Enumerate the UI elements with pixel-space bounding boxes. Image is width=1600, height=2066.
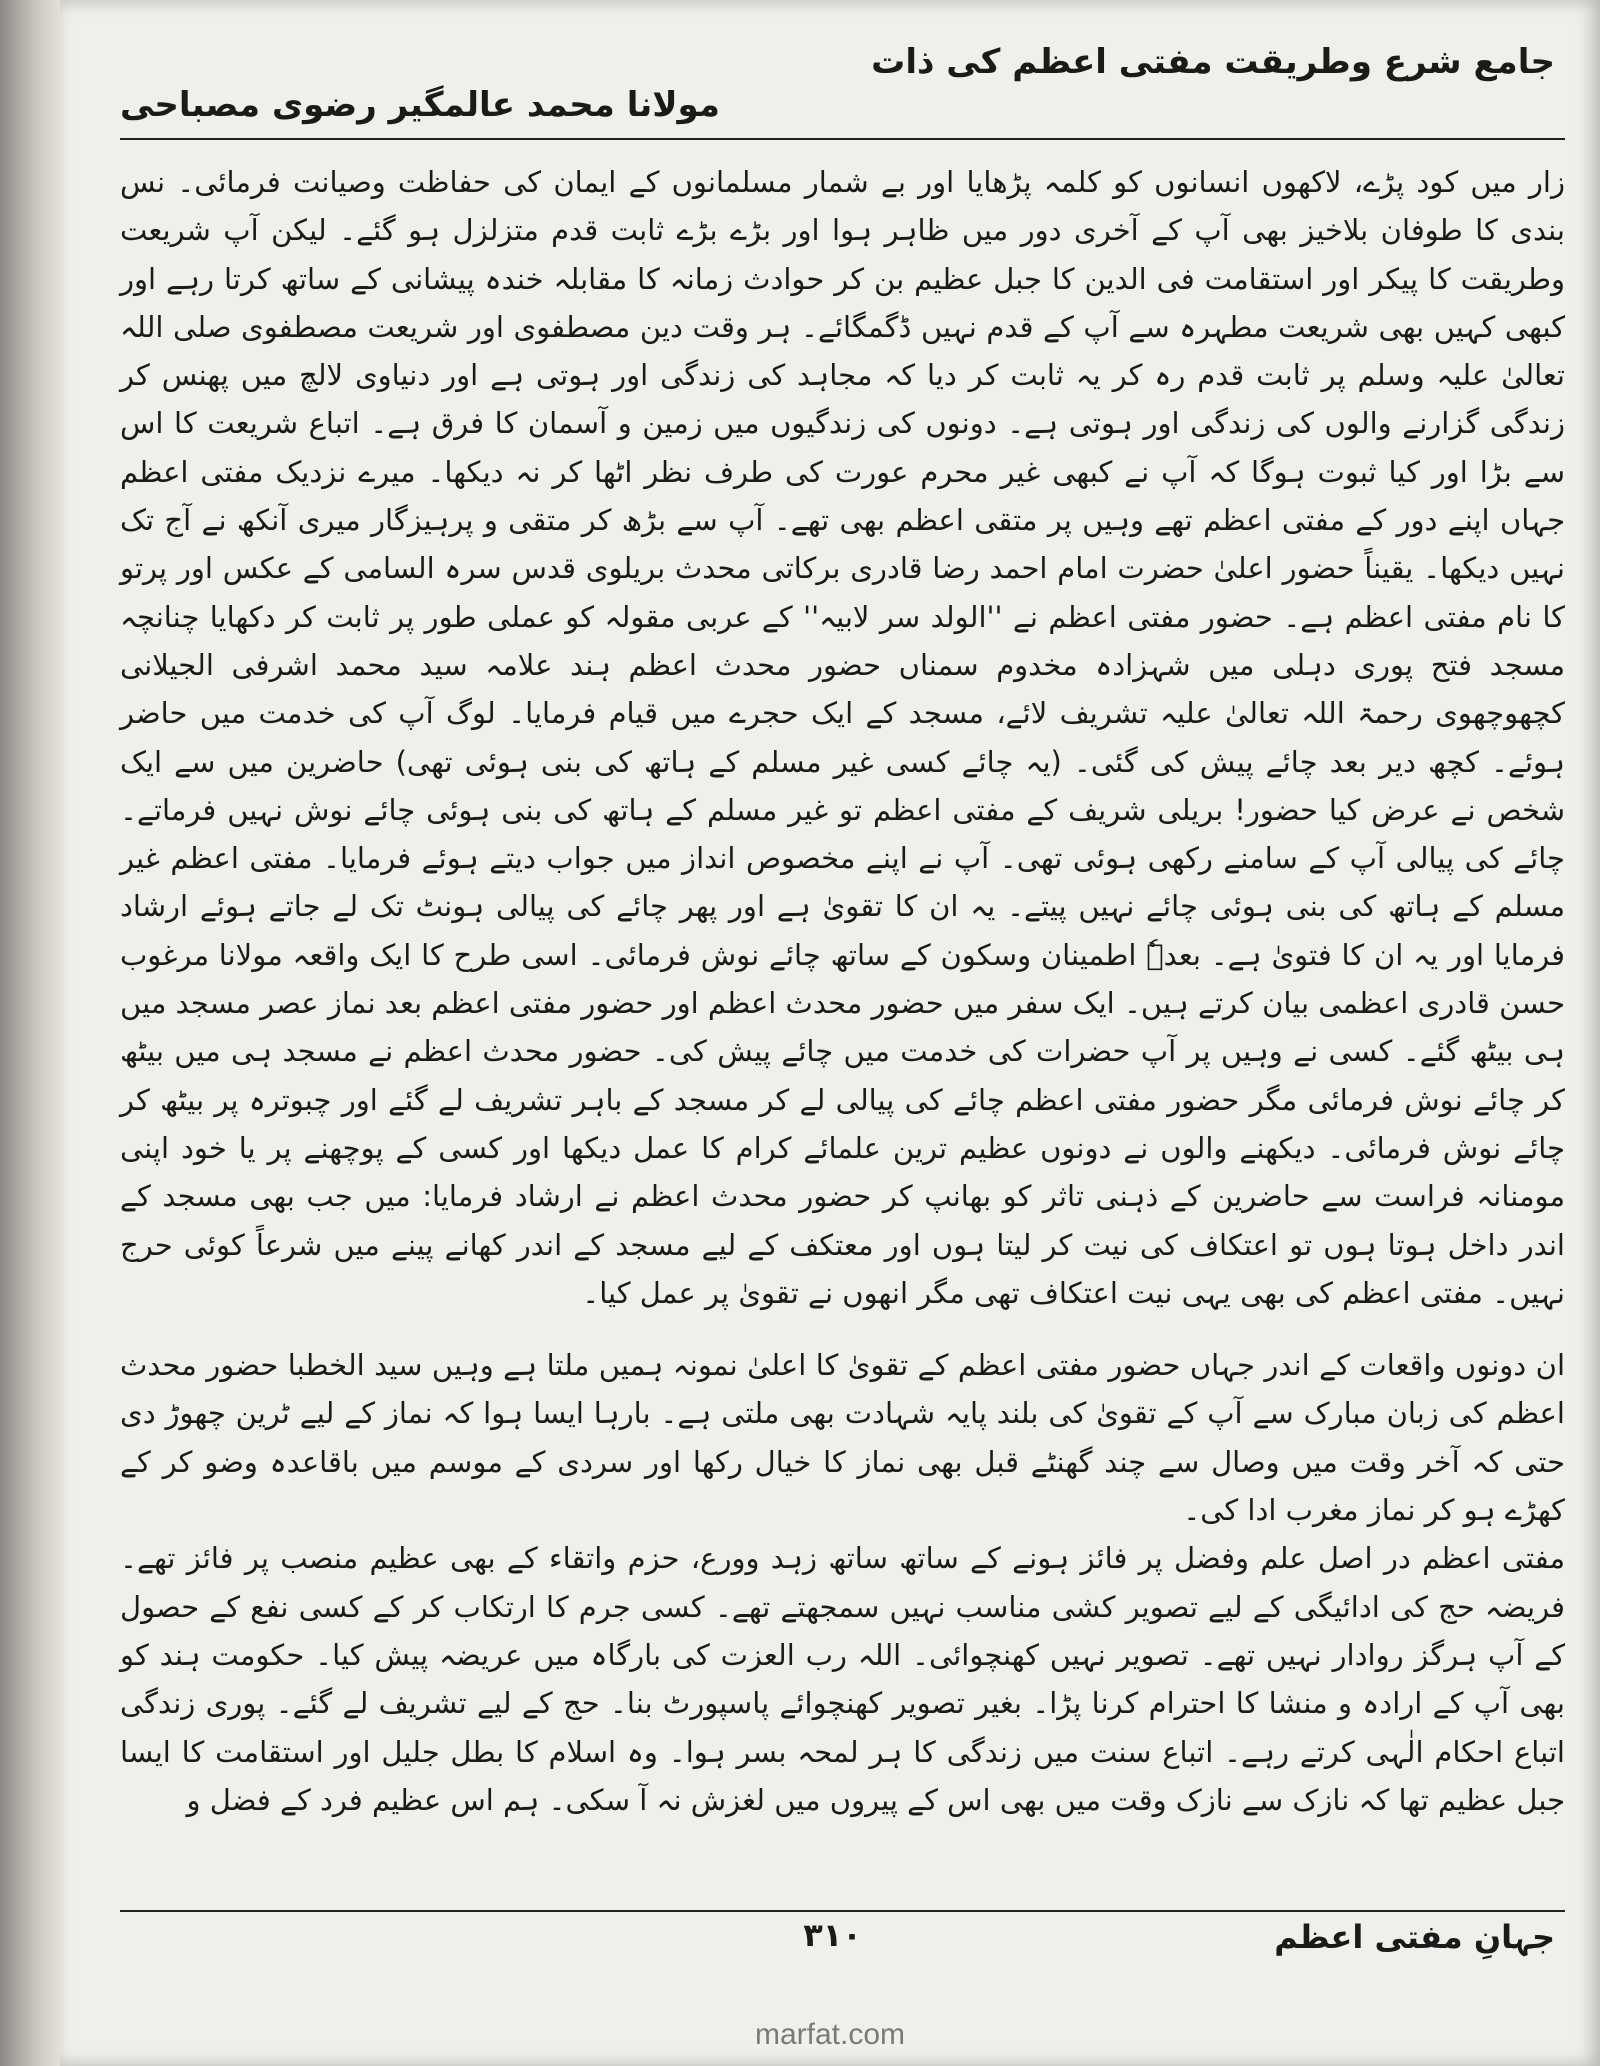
running-header-author: مولانا محمد عالمگیر رضوی مصباحی	[120, 85, 720, 125]
paragraph-2: ان دونوں واقعات کے اندر جہاں حضور مفتی اعظم کے تقویٰ کا اعلیٰ نمونہ ہمیں ملتا ہے وہیں سید الخطبا حضور محدث اعظم کی زبان مبارک سے آپ کے تقویٰ کی بلند پایہ شہادت بھی ملتی ہے۔ بارہا ایسا ہوا کہ نماز کے لیے ٹرین چھوڑ دی حتی کہ آخر وقت میں وصال سے چند گھنٹے قبل بھی نماز کا خیال رکھا اور سردی کے موسم میں باقاعدہ وضو کر کے کھڑے ہو کر نماز مغرب ادا کی۔	[120, 1348, 1565, 1528]
paragraph-1: زار میں کود پڑے، لاکھوں انسانوں کو کلمہ پڑھایا اور بے شمار مسلمانوں کے ایمان کی حفاظت وصیانت فرمائی۔ نس بندی کا طوفان بلاخیز بھی آپ کے آخری دور میں ظاہر ہوا اور بڑے بڑے ثابت قدم متزلزل ہو گئے۔ لیکن آپ شریعت وطریقت کا پیکر اور استقامت فی الدین کا جبل عظیم بن کر حوادث زمانہ کا مقابلہ خندہ پیشانی کے ساتھ کرتا رہے اور کبھی کہیں بھی شریعت مطہرہ سے آپ کے قدم نہیں ڈگمگائے۔ ہر وقت دین مصطفوی اور شریعت مصطفوی صلی اللہ تعالیٰ علیہ وسلم پر ثابت قدم رہ کر یہ ثابت کر دیا کہ مجاہد کی زندگی اور ہوتی ہے اور دنیاوی لالچ میں پھنس کر زندگی گزارنے والوں کی زندگی اور ہوتی ہے۔ دونوں کی زندگیوں میں زمین و آسمان کا فرق ہے۔ اتباع شریعت کا اس سے بڑا اور کیا ثبوت ہوگا کہ آپ نے کبھی غیر محرم عورت کی طرف نظر اٹھا کر نہ دیکھا۔ میرے نزدیک مفتی اعظم جہاں اپنے دور کے مفتی اعظم تھے وہیں پر متقی اعظم بھی تھے۔ آپ سے بڑھ کر متقی و پرہیزگار میری آنکھ نے آج تک نہیں دیکھا۔ یقیناً حضور اعلیٰ حضرت امام احمد رضا قادری برکاتی محدث بریلوی قدس سرہ السامی کے عکس اور پرتو کا نام مفتی اعظم ہے۔ حضور مفتی اعظم نے ''الولد سر لابیہ'' کے عربی مقولہ کو عملی طور پر ثابت کر دکھایا چنانچہ مسجد فتح پوری دہلی میں شہزادہ مخدوم سمناں حضور محدث اعظم ہند علامہ سید محمد اشرفی الجیلانی کچھوچھوی رحمۃ اللہ تعالیٰ علیہ تشریف لائے، مسجد کے ایک حجرے میں قیام فرمایا۔ لوگ آپ کی خدمت میں حاضر ہوئے۔ کچھ دیر بعد چائے پیش کی گئی۔ (یہ چائے کسی غیر مسلم کے ہاتھ کی بنی ہوئی تھی) حاضرین میں سے ایک شخص نے عرض کیا حضور! بریلی شریف کے مفتی اعظم تو غیر مسلم کے ہاتھ کی بنی ہوئی چائے نوش نہیں فرماتے۔ چائے کی پیالی آپ کے سامنے رکھی ہوئی تھی۔ آپ نے اپنے مخصوص انداز میں جواب دیتے ہوئے فرمایا۔ مفتی اعظم غیر مسلم کے ہاتھ کی بنی ہوئی چائے نہیں پیتے۔ یہ ان کا تقویٰ ہے اور پھر چائے کی پیالی ہونٹ تک لے جاتے ہوئے ارشاد فرمایا اور یہ ان کا فتویٰ ہے۔ بعدہٗ اطمینان وسکون کے ساتھ چائے نوش فرمائی۔ اسی طرح کا ایک واقعہ مولانا مرغوب حسن قادری اعظمی بیان کرتے ہیں۔ ایک سفر میں حضور محدث اعظم اور حضور مفتی اعظم بعد نماز عصر مسجد میں ہی بیٹھ گئے۔ کسی نے وہیں پر آپ حضرات کی خدمت میں چائے پیش کی۔ حضور محدث اعظم نے مسجد ہی میں بیٹھ کر چائے نوش فرمائی مگر حضور مفتی اعظم چائے کی پیالی لے کر مسجد کے باہر تشریف لے گئے اور چبوترہ پر بیٹھ کر چائے نوش فرمائی۔ دیکھنے والوں نے دونوں عظیم ترین علمائے کرام کا عمل دیکھا اور کسی کے پوچھنے پر یا خود اپنی مومنانہ فراست سے حاضرین کے ذہنی تاثر کو بھانپ کر حضور محدث اعظم نے ارشاد فرمایا: میں جب بھی مسجد کے اندر داخل ہوتا ہوں تو اعتکاف کی نیت کر لیتا ہوں اور معتکف کے لیے مسجد کے اندر کھانے پینے میں شرعاً کوئی حرج نہیں۔ مفتی اعظم کی بھی یہی نیت اعتکاف تھی مگر انھوں نے تقویٰ پر عمل کیا۔	[120, 165, 1565, 1310]
footer-book-title: جہانِ مفتی اعظم	[1274, 1918, 1555, 1956]
body-text	[120, 158, 1565, 1824]
book-page	[60, 0, 1600, 2066]
page-number: ۳۱۰	[803, 1916, 862, 1954]
book-spine-shadow	[0, 0, 60, 2066]
page-content	[100, 30, 1565, 2066]
running-header-title: جامع شرع وطریقت مفتی اعظم کی ذات	[871, 42, 1555, 82]
header-divider	[120, 138, 1565, 140]
paragraph-3: مفتی اعظم در اصل علم وفضل پر فائز ہونے کے ساتھ ساتھ زہد وورع، حزم واتقاء کے بھی عظیم منصب پر فائز تھے۔ فریضہ حج کی ادائیگی کے لیے تصویر کشی مناسب نہیں سمجھتے تھے۔ کسی جرم کا ارتکاب کر کے کسی نفع کے حصول کے آپ ہرگز روادار نہیں تھے۔ تصویر نہیں کھنچوائی۔ اللہ رب العزت کی بارگاہ میں عریضہ پیش کیا۔ حکومت ہند کو بھی آپ کے ارادہ و منشا کا احترام کرنا پڑا۔ بغیر تصویر کھنچوائے پاسپورٹ بنا۔ حج کے لیے تشریف لے گئے۔ پوری زندگی اتباع احکام الٰہی کرتے رہے۔ اتباع سنت میں زندگی کا ہر لمحہ بسر ہوا۔ وہ اسلام کا بطل جلیل اور استقامت کا ایسا جبل عظیم تھا کہ نازک سے نازک وقت میں بھی اس کے پیروں میں لغزش نہ آ سکی۔ ہم اس عظیم فرد کے فضل و	[120, 1541, 1565, 1817]
footer-divider	[120, 1910, 1565, 1912]
watermark: marfat.com	[754, 2018, 906, 2051]
